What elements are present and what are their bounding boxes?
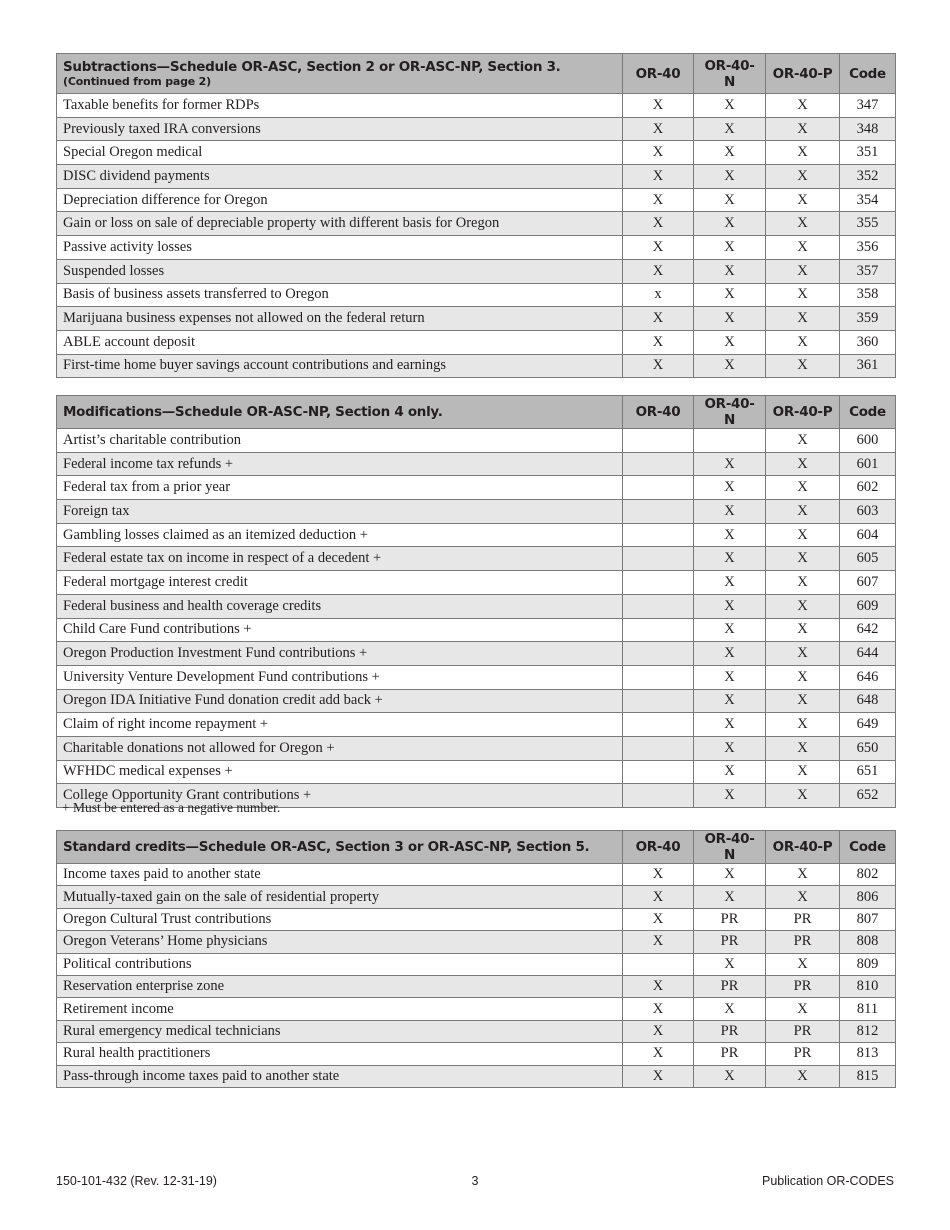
or40n-mark: X (694, 760, 766, 784)
row-description: Federal income tax refunds + (57, 452, 623, 476)
or40n-mark: X (694, 784, 766, 808)
or40p-mark: X (766, 886, 840, 908)
or40n-mark: X (694, 236, 766, 260)
row-code: 650 (840, 736, 896, 760)
or40n-mark: PR (694, 975, 766, 997)
or40p-mark: X (766, 429, 840, 453)
or40p-mark: PR (766, 1020, 840, 1042)
or40p-mark: X (766, 642, 840, 666)
row-description: Suspended losses (57, 259, 623, 283)
table-row (57, 931, 896, 953)
or40-mark (623, 760, 694, 784)
or40n-mark: X (694, 594, 766, 618)
or40n-mark: X (694, 571, 766, 595)
row-code: 360 (840, 330, 896, 354)
or40p-mark: X (766, 760, 840, 784)
or40-mark: X (623, 259, 694, 283)
or40n-mark: X (694, 259, 766, 283)
column-header-or40n: OR-40-N (694, 396, 766, 429)
row-description: Special Oregon medical (57, 141, 623, 165)
table-row (57, 283, 896, 307)
modifications-table (56, 395, 896, 808)
or40p-mark: X (766, 864, 840, 886)
column-header-or40p: OR-40-P (766, 54, 840, 94)
or40p-mark: X (766, 500, 840, 524)
table-row (57, 452, 896, 476)
or40n-mark: X (694, 212, 766, 236)
row-code: 813 (840, 1043, 896, 1065)
table-row (57, 547, 896, 571)
or40n-mark: X (694, 642, 766, 666)
or40p-mark: X (766, 330, 840, 354)
table-row (57, 864, 896, 886)
row-description: Child Care Fund contributions + (57, 618, 623, 642)
row-code: 354 (840, 188, 896, 212)
or40p-mark: X (766, 523, 840, 547)
table-row (57, 642, 896, 666)
or40n-mark: X (694, 864, 766, 886)
or40n-mark: X (694, 330, 766, 354)
row-description: Depreciation difference for Oregon (57, 188, 623, 212)
or40-mark: X (623, 975, 694, 997)
or40-mark (623, 429, 694, 453)
column-header-or40n: OR-40-N (694, 54, 766, 94)
table-row (57, 500, 896, 524)
or40p-mark: X (766, 713, 840, 737)
table-row (57, 1043, 896, 1065)
or40-mark (623, 618, 694, 642)
row-code: 604 (840, 523, 896, 547)
table-row (57, 689, 896, 713)
table-header-row (57, 54, 896, 94)
table-header-row (57, 831, 896, 864)
or40p-mark: PR (766, 931, 840, 953)
or40-mark (623, 523, 694, 547)
or40-mark (623, 594, 694, 618)
credits-title: Standard credits—Schedule OR-ASC, Section 3 or OR-ASC-NP, Section 5. (57, 831, 623, 864)
or40-mark: X (623, 141, 694, 165)
row-description: WFHDC medical expenses + (57, 760, 623, 784)
row-code: 361 (840, 354, 896, 378)
table-row (57, 94, 896, 118)
or40-mark: X (623, 998, 694, 1020)
table-row (57, 307, 896, 331)
or40p-mark: X (766, 236, 840, 260)
or40p-mark: PR (766, 908, 840, 930)
or40p-mark: X (766, 452, 840, 476)
table-row (57, 236, 896, 260)
or40-mark (623, 665, 694, 689)
or40-mark: X (623, 236, 694, 260)
table-row (57, 354, 896, 378)
column-header-code: Code (840, 396, 896, 429)
row-description: ABLE account deposit (57, 330, 623, 354)
row-description: Federal tax from a prior year (57, 476, 623, 500)
or40n-mark: X (694, 523, 766, 547)
row-code: 348 (840, 117, 896, 141)
row-description: College Opportunity Grant contributions + (57, 784, 623, 808)
or40p-mark: X (766, 618, 840, 642)
or40n-mark: X (694, 713, 766, 737)
or40n-mark: X (694, 886, 766, 908)
row-code: 815 (840, 1065, 896, 1087)
row-description: DISC dividend payments (57, 165, 623, 189)
row-code: 646 (840, 665, 896, 689)
row-code: 649 (840, 713, 896, 737)
or40p-mark: PR (766, 975, 840, 997)
row-description: Federal business and health coverage credits (57, 594, 623, 618)
row-description: Artist’s charitable contribution (57, 429, 623, 453)
row-description: Taxable benefits for former RDPs (57, 94, 623, 118)
table-row (57, 760, 896, 784)
or40-mark: X (623, 212, 694, 236)
or40p-mark: X (766, 953, 840, 975)
or40-mark (623, 784, 694, 808)
or40n-mark: X (694, 665, 766, 689)
or40-mark (623, 500, 694, 524)
row-code: 602 (840, 476, 896, 500)
or40n-mark: X (694, 547, 766, 571)
or40p-mark: X (766, 784, 840, 808)
column-header-or40p: OR-40-P (766, 831, 840, 864)
row-description: Previously taxed IRA conversions (57, 117, 623, 141)
subtractions-title: Subtractions—Schedule OR-ASC, Section 2 or OR-ASC-NP, Section 3. (63, 59, 561, 75)
or40-mark (623, 713, 694, 737)
or40-mark: X (623, 908, 694, 930)
or40-mark (623, 736, 694, 760)
row-code: 356 (840, 236, 896, 260)
row-description: Marijuana business expenses not allowed on the federal return (57, 307, 623, 331)
or40n-mark: X (694, 476, 766, 500)
row-description: Rural emergency medical technicians (57, 1020, 623, 1042)
row-description: Foreign tax (57, 500, 623, 524)
row-description: Mutually-taxed gain on the sale of residential property (57, 886, 623, 908)
or40n-mark: X (694, 141, 766, 165)
table-row (57, 736, 896, 760)
row-description: Federal mortgage interest credit (57, 571, 623, 595)
row-description: Oregon IDA Initiative Fund donation credit add back + (57, 689, 623, 713)
or40-mark: X (623, 1020, 694, 1042)
row-description: Basis of business assets transferred to Oregon (57, 283, 623, 307)
table-row (57, 330, 896, 354)
or40p-mark: X (766, 212, 840, 236)
or40n-mark: PR (694, 931, 766, 953)
row-description: Reservation enterprise zone (57, 975, 623, 997)
table-row (57, 212, 896, 236)
or40-mark: X (623, 354, 694, 378)
or40p-mark: X (766, 283, 840, 307)
column-header-or40p: OR-40-P (766, 396, 840, 429)
row-code: 601 (840, 452, 896, 476)
or40n-mark: PR (694, 908, 766, 930)
table-row (57, 998, 896, 1020)
or40n-mark (694, 429, 766, 453)
or40n-mark: X (694, 165, 766, 189)
row-code: 642 (840, 618, 896, 642)
or40p-mark: X (766, 354, 840, 378)
or40-mark: X (623, 165, 694, 189)
table-row (57, 141, 896, 165)
or40p-mark: X (766, 689, 840, 713)
or40n-mark: PR (694, 1020, 766, 1042)
or40n-mark: X (694, 1065, 766, 1087)
row-code: 351 (840, 141, 896, 165)
or40-mark: X (623, 931, 694, 953)
row-code: 644 (840, 642, 896, 666)
or40n-mark: X (694, 354, 766, 378)
or40p-mark: X (766, 188, 840, 212)
or40n-mark: X (694, 117, 766, 141)
table-row (57, 665, 896, 689)
or40p-mark: X (766, 998, 840, 1020)
row-code: 347 (840, 94, 896, 118)
or40n-mark: X (694, 953, 766, 975)
row-description: University Venture Development Fund contributions + (57, 665, 623, 689)
row-code: 807 (840, 908, 896, 930)
row-code: 812 (840, 1020, 896, 1042)
table-row (57, 1065, 896, 1087)
or40p-mark: X (766, 259, 840, 283)
row-description: Passive activity losses (57, 236, 623, 260)
row-description: Rural health practitioners (57, 1043, 623, 1065)
table-row (57, 476, 896, 500)
or40-mark (623, 689, 694, 713)
or40p-mark: X (766, 1065, 840, 1087)
column-header-or40: OR-40 (623, 396, 694, 429)
row-description: Federal estate tax on income in respect of a decedent + (57, 547, 623, 571)
column-header-or40: OR-40 (623, 54, 694, 94)
or40n-mark: X (694, 307, 766, 331)
row-code: 809 (840, 953, 896, 975)
or40n-mark: X (694, 998, 766, 1020)
or40-mark: X (623, 188, 694, 212)
or40-mark (623, 642, 694, 666)
negative-number-note: + Must be entered as a negative number. (62, 800, 281, 815)
or40p-mark: X (766, 571, 840, 595)
or40p-mark: X (766, 594, 840, 618)
row-description: Retirement income (57, 998, 623, 1020)
or40p-mark: X (766, 141, 840, 165)
or40p-mark: X (766, 165, 840, 189)
or40p-mark: X (766, 547, 840, 571)
or40p-mark: X (766, 94, 840, 118)
or40-mark: X (623, 94, 694, 118)
or40n-mark: X (694, 500, 766, 524)
row-code: 609 (840, 594, 896, 618)
or40-mark (623, 476, 694, 500)
or40-mark: X (623, 886, 694, 908)
table-row (57, 188, 896, 212)
or40n-mark: PR (694, 1043, 766, 1065)
table-row (57, 117, 896, 141)
or40p-mark: X (766, 736, 840, 760)
subtractions-title-cell (57, 54, 623, 94)
row-description: First-time home buyer savings account contributions and earnings (57, 354, 623, 378)
or40-mark: X (623, 330, 694, 354)
or40-mark: X (623, 1065, 694, 1087)
table-row (57, 618, 896, 642)
table-row (57, 594, 896, 618)
row-description: Oregon Veterans’ Home physicians (57, 931, 623, 953)
modifications-title: Modifications—Schedule OR-ASC-NP, Section 4 only. (57, 396, 623, 429)
or40p-mark: PR (766, 1043, 840, 1065)
or40p-mark: X (766, 665, 840, 689)
row-description: Oregon Production Investment Fund contributions + (57, 642, 623, 666)
or40-mark: X (623, 864, 694, 886)
or40n-mark: X (694, 188, 766, 212)
subtractions-table (56, 53, 896, 378)
row-code: 651 (840, 760, 896, 784)
form-number: 150-101-432 (Rev. 12-31-19) (56, 1174, 217, 1188)
table-row (57, 165, 896, 189)
column-header-code: Code (840, 831, 896, 864)
row-description: Gambling losses claimed as an itemized deduction + (57, 523, 623, 547)
or40-mark (623, 452, 694, 476)
row-code: 806 (840, 886, 896, 908)
page-number: 3 (471, 1174, 479, 1188)
row-description: Income taxes paid to another state (57, 864, 623, 886)
row-code: 357 (840, 259, 896, 283)
row-code: 359 (840, 307, 896, 331)
table-row (57, 259, 896, 283)
table-row (57, 571, 896, 595)
or40-mark (623, 571, 694, 595)
or40n-mark: X (694, 618, 766, 642)
table-header-row (57, 396, 896, 429)
or40n-mark: X (694, 452, 766, 476)
row-code: 352 (840, 165, 896, 189)
row-code: 355 (840, 212, 896, 236)
table-row (57, 975, 896, 997)
table-row (57, 713, 896, 737)
or40p-mark: X (766, 117, 840, 141)
table-row (57, 1020, 896, 1042)
table-row (57, 886, 896, 908)
or40-mark (623, 547, 694, 571)
row-code: 603 (840, 500, 896, 524)
or40p-mark: X (766, 476, 840, 500)
row-description: Gain or loss on sale of depreciable property with different basis for Oregon (57, 212, 623, 236)
row-code: 605 (840, 547, 896, 571)
table-row (57, 429, 896, 453)
or40-mark: X (623, 117, 694, 141)
or40-mark (623, 953, 694, 975)
or40n-mark: X (694, 689, 766, 713)
row-code: 810 (840, 975, 896, 997)
row-code: 358 (840, 283, 896, 307)
row-description: Claim of right income repayment + (57, 713, 623, 737)
table-row (57, 953, 896, 975)
or40-mark: X (623, 307, 694, 331)
row-code: 808 (840, 931, 896, 953)
column-header-code: Code (840, 54, 896, 94)
or40-mark: X (623, 1043, 694, 1065)
row-description: Charitable donations not allowed for Oregon + (57, 736, 623, 760)
row-code: 600 (840, 429, 896, 453)
row-description: Pass-through income taxes paid to another state (57, 1065, 623, 1087)
row-code: 648 (840, 689, 896, 713)
row-code: 802 (840, 864, 896, 886)
publication-name: Publication OR-CODES (762, 1174, 894, 1188)
table-row (57, 908, 896, 930)
or40-mark: x (623, 283, 694, 307)
row-code: 652 (840, 784, 896, 808)
column-header-or40: OR-40 (623, 831, 694, 864)
or40n-mark: X (694, 283, 766, 307)
row-description: Oregon Cultural Trust contributions (57, 908, 623, 930)
table-row (57, 523, 896, 547)
or40n-mark: X (694, 736, 766, 760)
row-description: Political contributions (57, 953, 623, 975)
subtractions-subtitle: (Continued from page 2) (63, 75, 211, 88)
row-code: 811 (840, 998, 896, 1020)
or40p-mark: X (766, 307, 840, 331)
column-header-or40n: OR-40-N (694, 831, 766, 864)
row-code: 607 (840, 571, 896, 595)
standard-credits-table (56, 830, 896, 1088)
or40n-mark: X (694, 94, 766, 118)
